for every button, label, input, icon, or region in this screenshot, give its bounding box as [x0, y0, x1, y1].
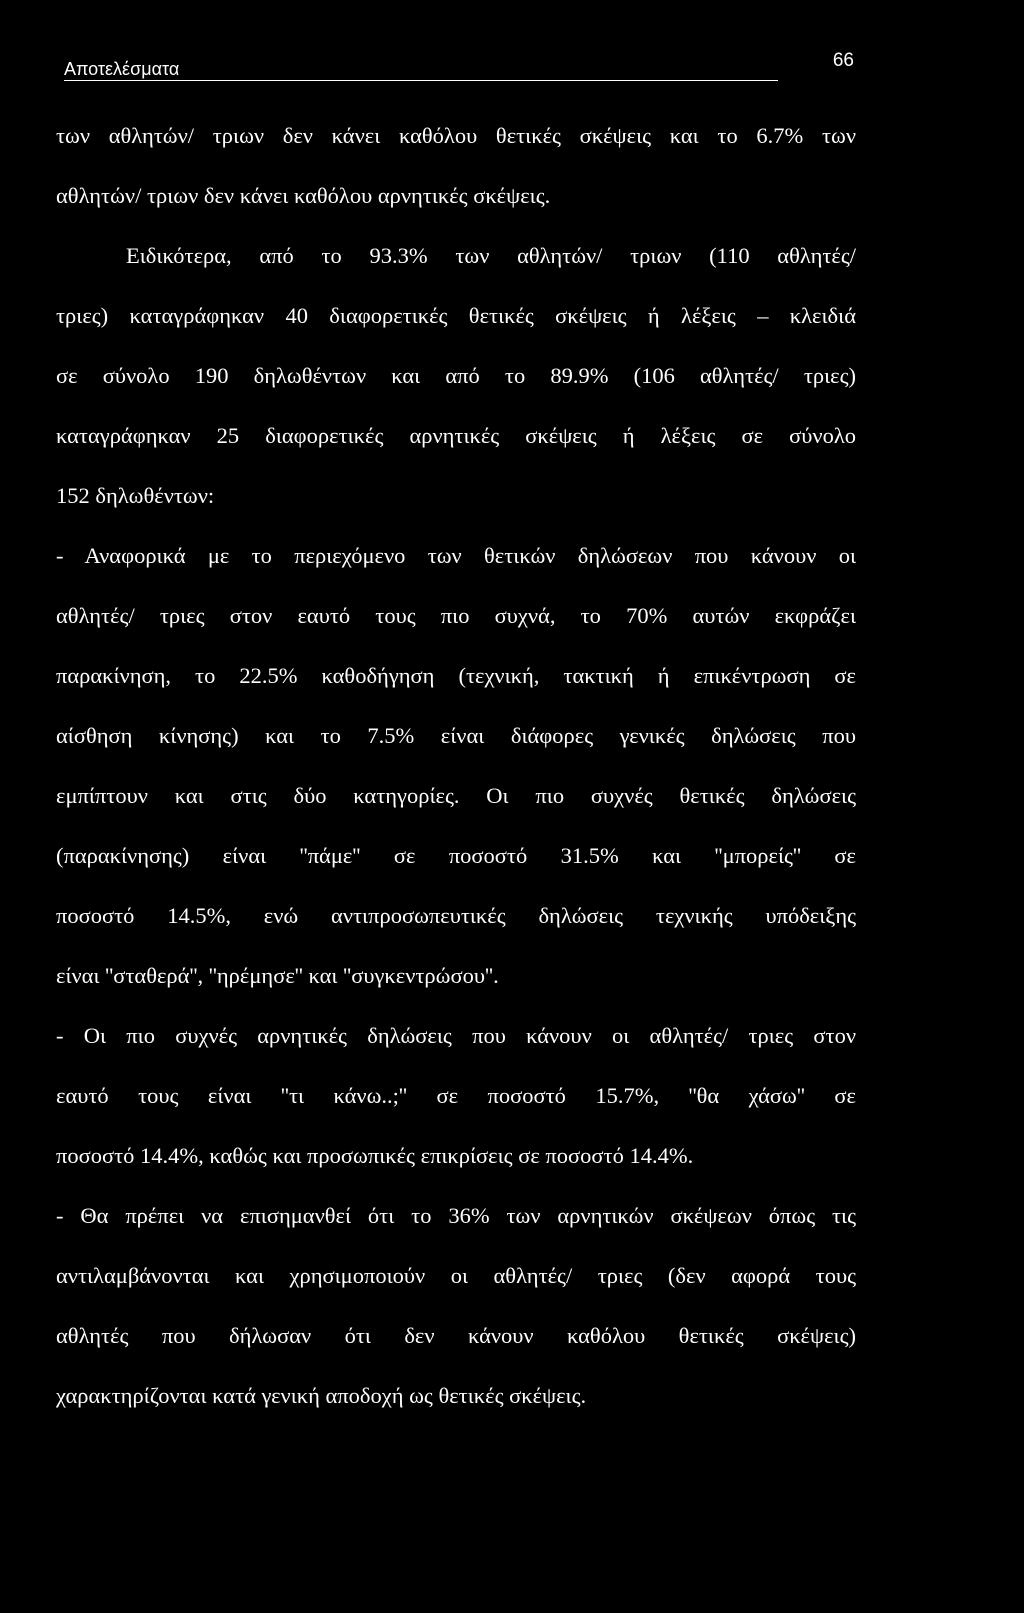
header-rule [64, 80, 778, 81]
section-title: Αποτελέσματα [64, 59, 180, 79]
text-line: των αθλητών/ τριων δεν κάνει καθόλου θετικές σκέψεις και το 6.7% των [56, 123, 856, 148]
text-line: αίσθηση κίνησης) και το 7.5% είναι διάφορες γενικές δηλώσεις που [56, 723, 856, 748]
text-line: σε σύνολο 190 δηλωθέντων και από το 89.9% (106 αθλητές/ τριες) [56, 363, 856, 388]
text-line: παρακίνηση, το 22.5% καθοδήγηση (τεχνική, τακτική ή επικέντρωση σε [56, 663, 856, 688]
text-line: εμπίπτουν και στις δύο κατηγορίες. Οι πιο συχνές θετικές δηλώσεις [56, 783, 856, 808]
text-line: - Οι πιο συχνές αρνητικές δηλώσεις που κάνουν οι αθλητές/ τριες στον [56, 1023, 856, 1048]
text-line: εαυτό τους είναι ''τι κάνω..;'' σε ποσοστό 15.7%, ''θα χάσω'' σε [56, 1083, 856, 1108]
text-line: Ειδικότερα, από το 93.3% των αθλητών/ τριων (110 αθλητές/ [126, 243, 856, 268]
text-line: καταγράφηκαν 25 διαφορετικές αρνητικές σκέψεις ή λέξεις σε σύνολο [56, 423, 856, 448]
text-line: αθλητών/ τριων δεν κάνει καθόλου αρνητικές σκέψεις. [56, 183, 551, 208]
text-line: - Αναφορικά με το περιεχόμενο των θετικών δηλώσεων που κάνουν οι [56, 543, 856, 568]
page-number: 66 [832, 50, 854, 71]
text-line: (παρακίνησης) είναι ''πάμε'' σε ποσοστό 31.5% και ''μπορείς'' σε [56, 843, 856, 868]
page-header [64, 50, 854, 84]
text-line: 152 δηλωθέντων: [56, 483, 215, 508]
body-text [56, 116, 856, 1436]
text-line: είναι ''σταθερά'', ''ηρέμησε'' και ''συγκεντρώσου''. [56, 963, 499, 988]
text-line: αθλητές/ τριες στον εαυτό τους πιο συχνά, το 70% αυτών εκφράζει [56, 603, 856, 628]
text-line: ποσοστό 14.4%, καθώς και προσωπικές επικρίσεις σε ποσοστό 14.4%. [56, 1143, 694, 1168]
text-line: ποσοστό 14.5%, ενώ αντιπροσωπευτικές δηλώσεις τεχνικής υπόδειξης [56, 903, 856, 928]
text-line: αθλητές που δήλωσαν ότι δεν κάνουν καθόλου θετικές σκέψεις) [56, 1323, 856, 1348]
text-line: χαρακτηρίζονται κατά γενική αποδοχή ως θετικές σκέψεις. [56, 1383, 587, 1408]
text-line: αντιλαμβάνονται και χρησιμοποιούν οι αθλητές/ τριες (δεν αφορά τους [56, 1263, 856, 1288]
text-line: - Θα πρέπει να επισημανθεί ότι το 36% των αρνητικών σκέψεων όπως τις [56, 1203, 856, 1228]
text-line: τριες) καταγράφηκαν 40 διαφορετικές θετικές σκέψεις ή λέξεις – κλειδιά [56, 303, 856, 328]
